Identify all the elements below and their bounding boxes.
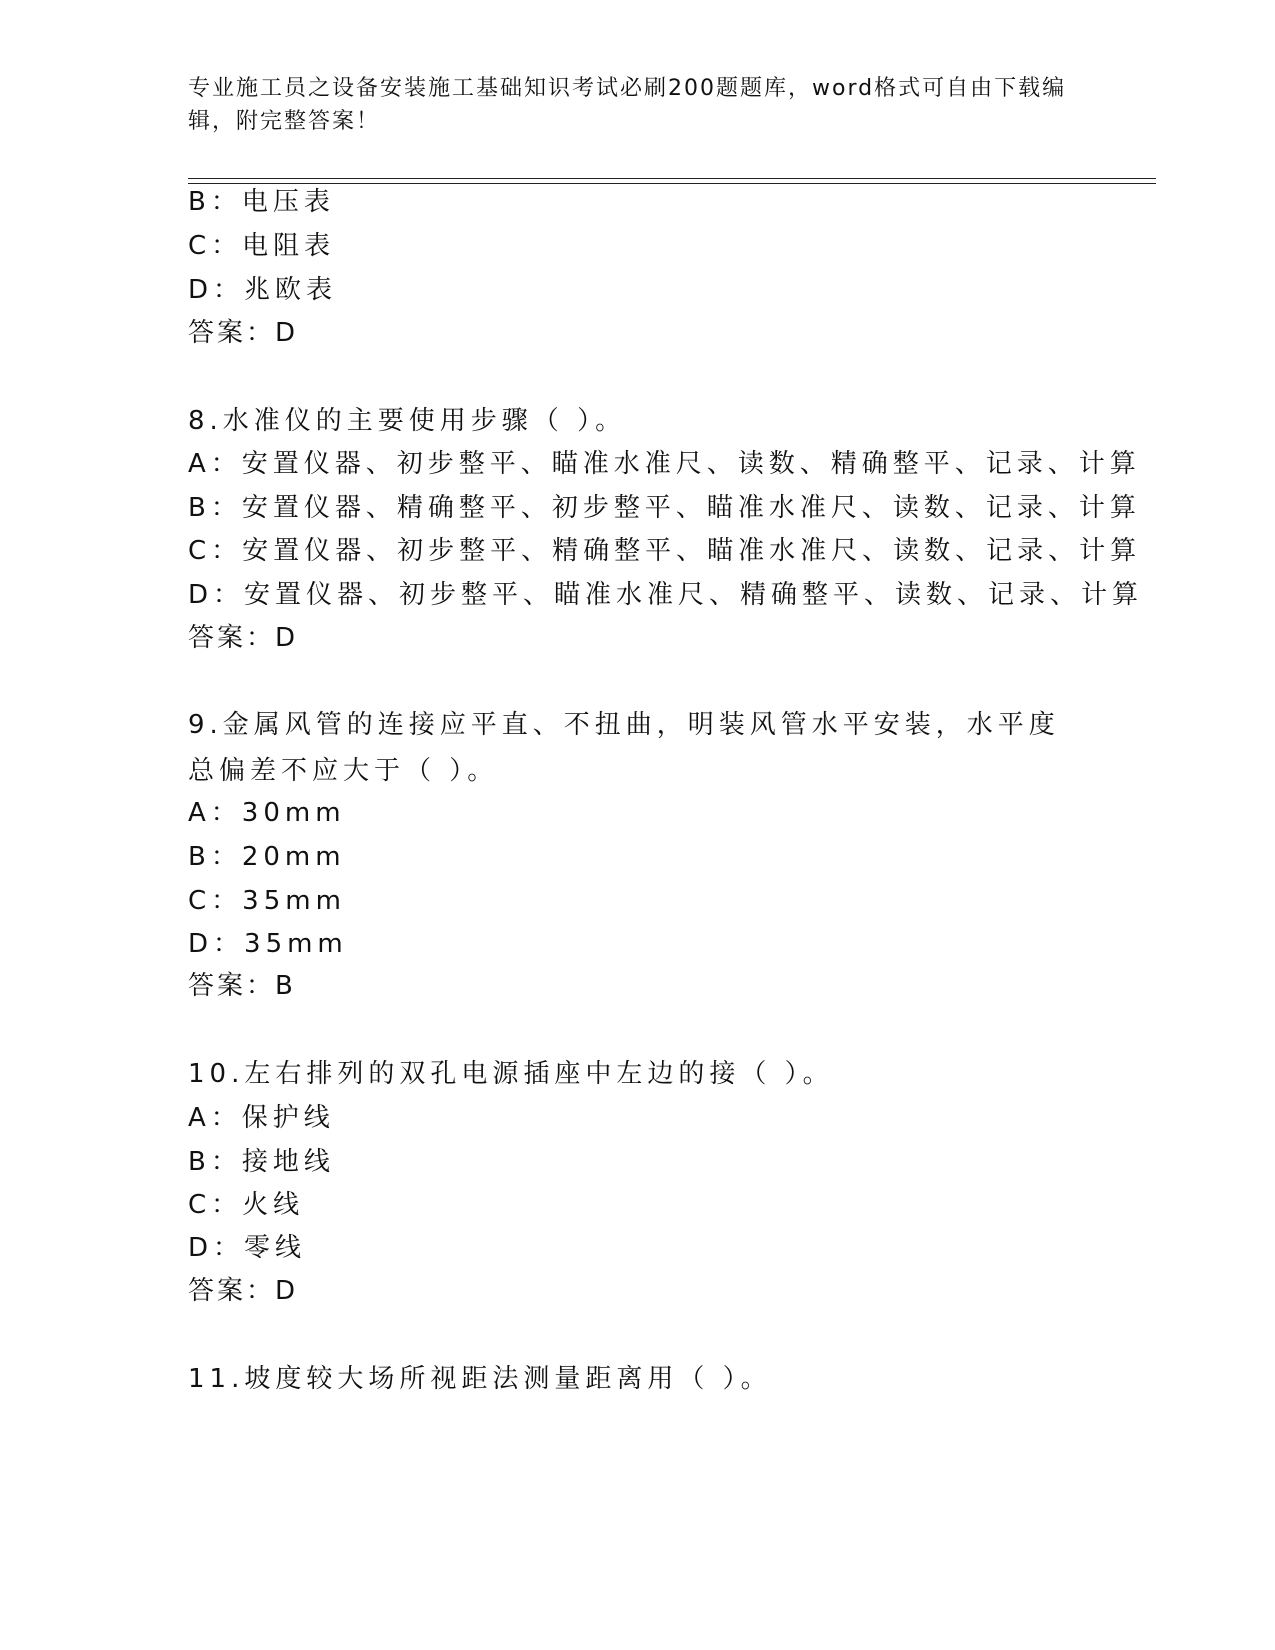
q10-option-c: C：火线 [188, 1190, 305, 1220]
q8-option-d: D：安置仪器、初步整平、瞄准水准尺、精确整平、读数、记录、计算 [188, 580, 1144, 610]
q10-question: 10.左右排列的双孔电源插座中左边的接（ ）。 [188, 1059, 834, 1089]
q9-question: 9.金属风管的连接应平直、不扭曲，明装风管水平安装，水平度总偏差不应大于（ ）。 [188, 710, 1060, 786]
q8-question: 8.水准仪的主要使用步骤（ ）。 [188, 406, 627, 436]
header-divider-bottom [188, 183, 1156, 184]
q7-answer: 答案：D [188, 318, 299, 348]
q8-answer: 答案：D [188, 623, 299, 653]
q8-option-b: B：安置仪器、精确整平、初步整平、瞄准水准尺、读数、记录、计算 [188, 493, 1141, 523]
q7-option-b: B：电压表 [188, 187, 335, 217]
q10-option-a: A：保护线 [188, 1103, 335, 1133]
document-title: 专业施工员之设备安装施工基础知识考试必刷200题题库，word格式可自由下载编辑，附完整答案！ [188, 76, 1067, 134]
q8-option-c: C：安置仪器、初步整平、精确整平、瞄准水准尺、读数、记录、计算 [188, 536, 1142, 566]
q9-answer: 答案：B [188, 971, 296, 1001]
q9-option-a: A：30mm [188, 798, 346, 828]
q7-option-c: C：电阻表 [188, 231, 336, 261]
q10-option-b: B：接地线 [188, 1147, 335, 1177]
q10-option-d: D：零线 [188, 1233, 307, 1263]
q9-option-c: C：35mm [188, 886, 346, 916]
q7-option-d: D：兆欧表 [188, 275, 338, 305]
q9-option-d: D：35mm [188, 929, 348, 959]
q11-question: 11.坡度较大场所视距法测量距离用（ ）。 [188, 1364, 772, 1394]
q10-answer: 答案：D [188, 1276, 299, 1306]
q8-option-a: A：安置仪器、初步整平、瞄准水准尺、读数、精确整平、记录、计算 [188, 449, 1141, 479]
q9-option-b: B：20mm [188, 842, 346, 872]
header-divider-top [188, 178, 1156, 179]
